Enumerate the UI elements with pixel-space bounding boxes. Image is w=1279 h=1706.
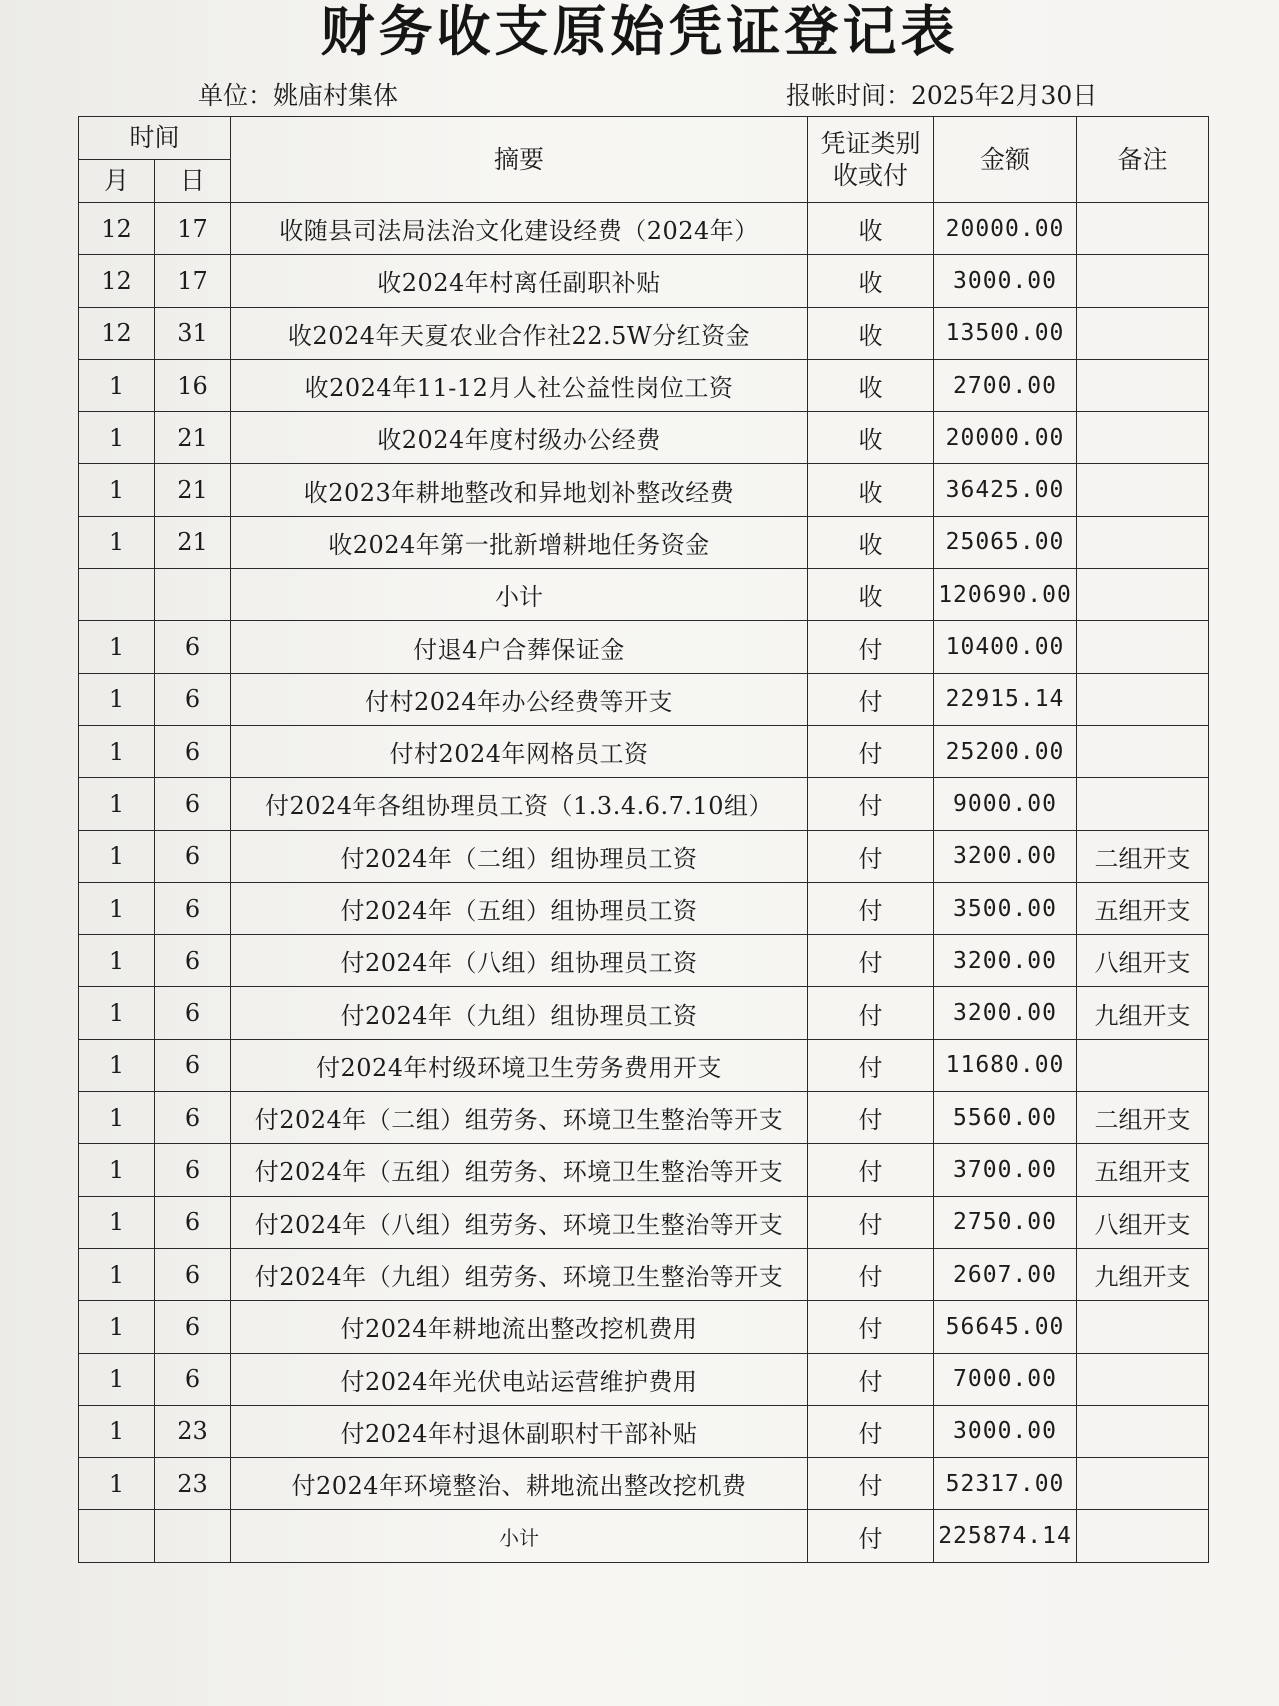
summary-cell: 付2024年（九组）组协理员工资	[231, 987, 808, 1039]
day-cell: 6	[155, 1039, 231, 1091]
table-row	[79, 830, 1209, 882]
type-cell: 收	[808, 412, 934, 464]
table-row	[79, 255, 1209, 307]
subtotal-label: 小计	[231, 1510, 808, 1562]
type-cell: 付	[808, 778, 934, 830]
amount-cell: 52317.00	[934, 1458, 1077, 1510]
header-amount: 金额	[934, 117, 1077, 203]
note-cell	[1077, 673, 1209, 725]
type-cell: 付	[808, 1144, 934, 1196]
note-cell: 八组开支	[1077, 1196, 1209, 1248]
amount-cell: 25065.00	[934, 516, 1077, 568]
type-cell: 付	[808, 830, 934, 882]
day-cell: 17	[155, 255, 231, 307]
note-cell	[1077, 412, 1209, 464]
note-cell	[1077, 1458, 1209, 1510]
type-cell: 付	[808, 621, 934, 673]
note-cell: 二组开支	[1077, 830, 1209, 882]
day-cell: 6	[155, 935, 231, 987]
summary-cell: 收2024年11-12月人社公益性岗位工资	[231, 359, 808, 411]
month-cell: 1	[79, 1039, 155, 1091]
table-row	[79, 621, 1209, 673]
type-cell: 付	[808, 1039, 934, 1091]
day-cell: 16	[155, 359, 231, 411]
header-type	[808, 117, 934, 203]
month-cell: 1	[79, 1353, 155, 1405]
day-cell: 23	[155, 1458, 231, 1510]
note-cell	[1077, 621, 1209, 673]
table-row	[79, 1405, 1209, 1457]
table-row	[79, 1196, 1209, 1248]
month-cell: 12	[79, 307, 155, 359]
month-cell: 12	[79, 255, 155, 307]
note-cell	[1077, 1039, 1209, 1091]
amount-cell: 3200.00	[934, 987, 1077, 1039]
type-cell: 收	[808, 255, 934, 307]
note-cell	[1077, 255, 1209, 307]
day-cell: 23	[155, 1405, 231, 1457]
table-row	[79, 1353, 1209, 1405]
amount-cell: 7000.00	[934, 1353, 1077, 1405]
type-cell: 付	[808, 1196, 934, 1248]
day-cell: 6	[155, 882, 231, 934]
summary-cell: 付2024年光伏电站运营维护费用	[231, 1353, 808, 1405]
type-cell: 付	[808, 1458, 934, 1510]
summary-cell: 付村2024年网格员工资	[231, 725, 808, 777]
amount-cell: 3000.00	[934, 1405, 1077, 1457]
month-cell	[79, 1510, 155, 1562]
table-row	[79, 359, 1209, 411]
header-type-line1: 凭证类别	[820, 128, 921, 158]
summary-cell: 付2024年（九组）组劳务、环境卫生整治等开支	[231, 1248, 808, 1300]
amount-cell: 36425.00	[934, 464, 1077, 516]
page-title: 财务收支原始凭证登记表	[320, 0, 959, 63]
type-cell: 付	[808, 725, 934, 777]
header-day: 日	[155, 160, 231, 203]
day-cell: 6	[155, 830, 231, 882]
day-cell	[155, 569, 231, 621]
table-row	[79, 412, 1209, 464]
amount-cell: 3000.00	[934, 255, 1077, 307]
table-row	[79, 516, 1209, 568]
summary-cell: 付2024年环境整治、耕地流出整改挖机费	[231, 1458, 808, 1510]
month-cell: 1	[79, 1405, 155, 1457]
table-row	[79, 1301, 1209, 1353]
summary-cell: 收2024年度村级办公经费	[231, 412, 808, 464]
subtotal-row	[79, 569, 1209, 621]
month-cell: 1	[79, 1092, 155, 1144]
note-cell	[1077, 1353, 1209, 1405]
type-cell: 付	[808, 987, 934, 1039]
table-row	[79, 725, 1209, 777]
unit-label: 单位：姚庙村集体	[198, 81, 399, 110]
summary-cell: 付2024年（二组）组劳务、环境卫生整治等开支	[231, 1092, 808, 1144]
header-row-1	[79, 117, 1209, 160]
note-cell	[1077, 1405, 1209, 1457]
month-cell: 1	[79, 1196, 155, 1248]
amount-cell: 5560.00	[934, 1092, 1077, 1144]
subtotal-type: 收	[808, 569, 934, 621]
table-row	[79, 673, 1209, 725]
amount-cell: 3700.00	[934, 1144, 1077, 1196]
amount-cell: 20000.00	[934, 203, 1077, 255]
type-cell: 付	[808, 1092, 934, 1144]
type-cell: 付	[808, 935, 934, 987]
day-cell: 6	[155, 621, 231, 673]
header-time: 时间	[79, 117, 231, 160]
month-cell: 1	[79, 1458, 155, 1510]
header-month: 月	[79, 160, 155, 203]
note-cell	[1077, 359, 1209, 411]
summary-cell: 付2024年（二组）组协理员工资	[231, 830, 808, 882]
month-cell: 1	[79, 778, 155, 830]
table-row	[79, 1248, 1209, 1300]
summary-cell: 收2024年第一批新增耕地任务资金	[231, 516, 808, 568]
type-cell: 收	[808, 307, 934, 359]
summary-cell: 付退4户合葬保证金	[231, 621, 808, 673]
day-cell: 6	[155, 987, 231, 1039]
amount-cell: 3200.00	[934, 935, 1077, 987]
month-cell: 1	[79, 516, 155, 568]
month-cell: 1	[79, 882, 155, 934]
day-cell: 6	[155, 725, 231, 777]
amount-cell: 56645.00	[934, 1301, 1077, 1353]
day-cell: 6	[155, 1144, 231, 1196]
amount-cell: 13500.00	[934, 307, 1077, 359]
day-cell: 6	[155, 778, 231, 830]
table-row	[79, 882, 1209, 934]
day-cell	[155, 1510, 231, 1562]
summary-cell: 收随县司法局法治文化建设经费（2024年）	[231, 203, 808, 255]
day-cell: 6	[155, 1092, 231, 1144]
month-cell: 1	[79, 987, 155, 1039]
type-cell: 付	[808, 1248, 934, 1300]
type-cell: 收	[808, 464, 934, 516]
type-cell: 付	[808, 1353, 934, 1405]
day-cell: 21	[155, 516, 231, 568]
day-cell: 17	[155, 203, 231, 255]
summary-cell: 付2024年各组协理员工资（1.3.4.6.7.10组）	[231, 778, 808, 830]
summary-cell: 付2024年（五组）组劳务、环境卫生整治等开支	[231, 1144, 808, 1196]
subtotal-amount: 225874.14	[934, 1510, 1077, 1562]
summary-cell: 付2024年村级环境卫生劳务费用开支	[231, 1039, 808, 1091]
month-cell: 1	[79, 621, 155, 673]
table-row	[79, 307, 1209, 359]
table-row	[79, 935, 1209, 987]
subtotal-label: 小计	[231, 569, 808, 621]
amount-cell: 25200.00	[934, 725, 1077, 777]
summary-cell: 收2024年天夏农业合作社22.5W分红资金	[231, 307, 808, 359]
summary-cell: 付2024年（八组）组劳务、环境卫生整治等开支	[231, 1196, 808, 1248]
subtotal-row	[79, 1510, 1209, 1562]
table-row	[79, 1039, 1209, 1091]
date-label: 报帐时间：2025年2月30日	[786, 81, 1098, 110]
month-cell	[79, 569, 155, 621]
amount-cell: 20000.00	[934, 412, 1077, 464]
day-cell: 6	[155, 673, 231, 725]
day-cell: 6	[155, 1196, 231, 1248]
amount-cell: 22915.14	[934, 673, 1077, 725]
day-cell: 6	[155, 1248, 231, 1300]
table-row	[79, 464, 1209, 516]
summary-cell: 付2024年村退休副职村干部补贴	[231, 1405, 808, 1457]
day-cell: 21	[155, 464, 231, 516]
note-cell: 五组开支	[1077, 882, 1209, 934]
month-cell: 1	[79, 412, 155, 464]
subtotal-amount: 120690.00	[934, 569, 1077, 621]
amount-cell: 2700.00	[934, 359, 1077, 411]
type-cell: 付	[808, 1405, 934, 1457]
table-row	[79, 1458, 1209, 1510]
amount-cell: 2750.00	[934, 1196, 1077, 1248]
note-cell: 八组开支	[1077, 935, 1209, 987]
note-cell	[1077, 307, 1209, 359]
month-cell: 1	[79, 1301, 155, 1353]
note-cell	[1077, 516, 1209, 568]
type-cell: 付	[808, 1301, 934, 1353]
month-cell: 1	[79, 830, 155, 882]
note-cell	[1077, 725, 1209, 777]
ledger-table	[78, 116, 1209, 1563]
day-cell: 31	[155, 307, 231, 359]
amount-cell: 10400.00	[934, 621, 1077, 673]
summary-cell: 付2024年耕地流出整改挖机费用	[231, 1301, 808, 1353]
note-cell: 九组开支	[1077, 987, 1209, 1039]
amount-cell: 3500.00	[934, 882, 1077, 934]
summary-cell: 付2024年（五组）组协理员工资	[231, 882, 808, 934]
month-cell: 1	[79, 1144, 155, 1196]
table-row	[79, 203, 1209, 255]
table-row	[79, 1092, 1209, 1144]
type-cell: 收	[808, 203, 934, 255]
table-row	[79, 778, 1209, 830]
amount-cell: 2607.00	[934, 1248, 1077, 1300]
type-cell: 收	[808, 359, 934, 411]
month-cell: 12	[79, 203, 155, 255]
month-cell: 1	[79, 464, 155, 516]
note-cell: 五组开支	[1077, 1144, 1209, 1196]
header-note: 备注	[1077, 117, 1209, 203]
amount-cell: 9000.00	[934, 778, 1077, 830]
summary-cell: 收2024年村离任副职补贴	[231, 255, 808, 307]
table-row	[79, 987, 1209, 1039]
note-cell	[1077, 464, 1209, 516]
month-cell: 1	[79, 1248, 155, 1300]
type-cell: 收	[808, 516, 934, 568]
note-cell	[1077, 1301, 1209, 1353]
summary-cell: 付2024年（八组）组协理员工资	[231, 935, 808, 987]
note-cell: 九组开支	[1077, 1248, 1209, 1300]
note-cell	[1077, 569, 1209, 621]
note-cell: 二组开支	[1077, 1092, 1209, 1144]
month-cell: 1	[79, 673, 155, 725]
summary-cell: 付村2024年办公经费等开支	[231, 673, 808, 725]
day-cell: 6	[155, 1301, 231, 1353]
day-cell: 21	[155, 412, 231, 464]
type-cell: 付	[808, 882, 934, 934]
amount-cell: 11680.00	[934, 1039, 1077, 1091]
day-cell: 6	[155, 1353, 231, 1405]
note-cell	[1077, 778, 1209, 830]
summary-cell: 收2023年耕地整改和异地划补整改经费	[231, 464, 808, 516]
amount-cell: 3200.00	[934, 830, 1077, 882]
note-cell	[1077, 203, 1209, 255]
subtotal-type: 付	[808, 1510, 934, 1562]
month-cell: 1	[79, 359, 155, 411]
month-cell: 1	[79, 935, 155, 987]
header-type-line2: 收或付	[833, 160, 909, 190]
note-cell	[1077, 1510, 1209, 1562]
table-row	[79, 1144, 1209, 1196]
header-summary: 摘要	[231, 117, 808, 203]
type-cell: 付	[808, 673, 934, 725]
month-cell: 1	[79, 725, 155, 777]
